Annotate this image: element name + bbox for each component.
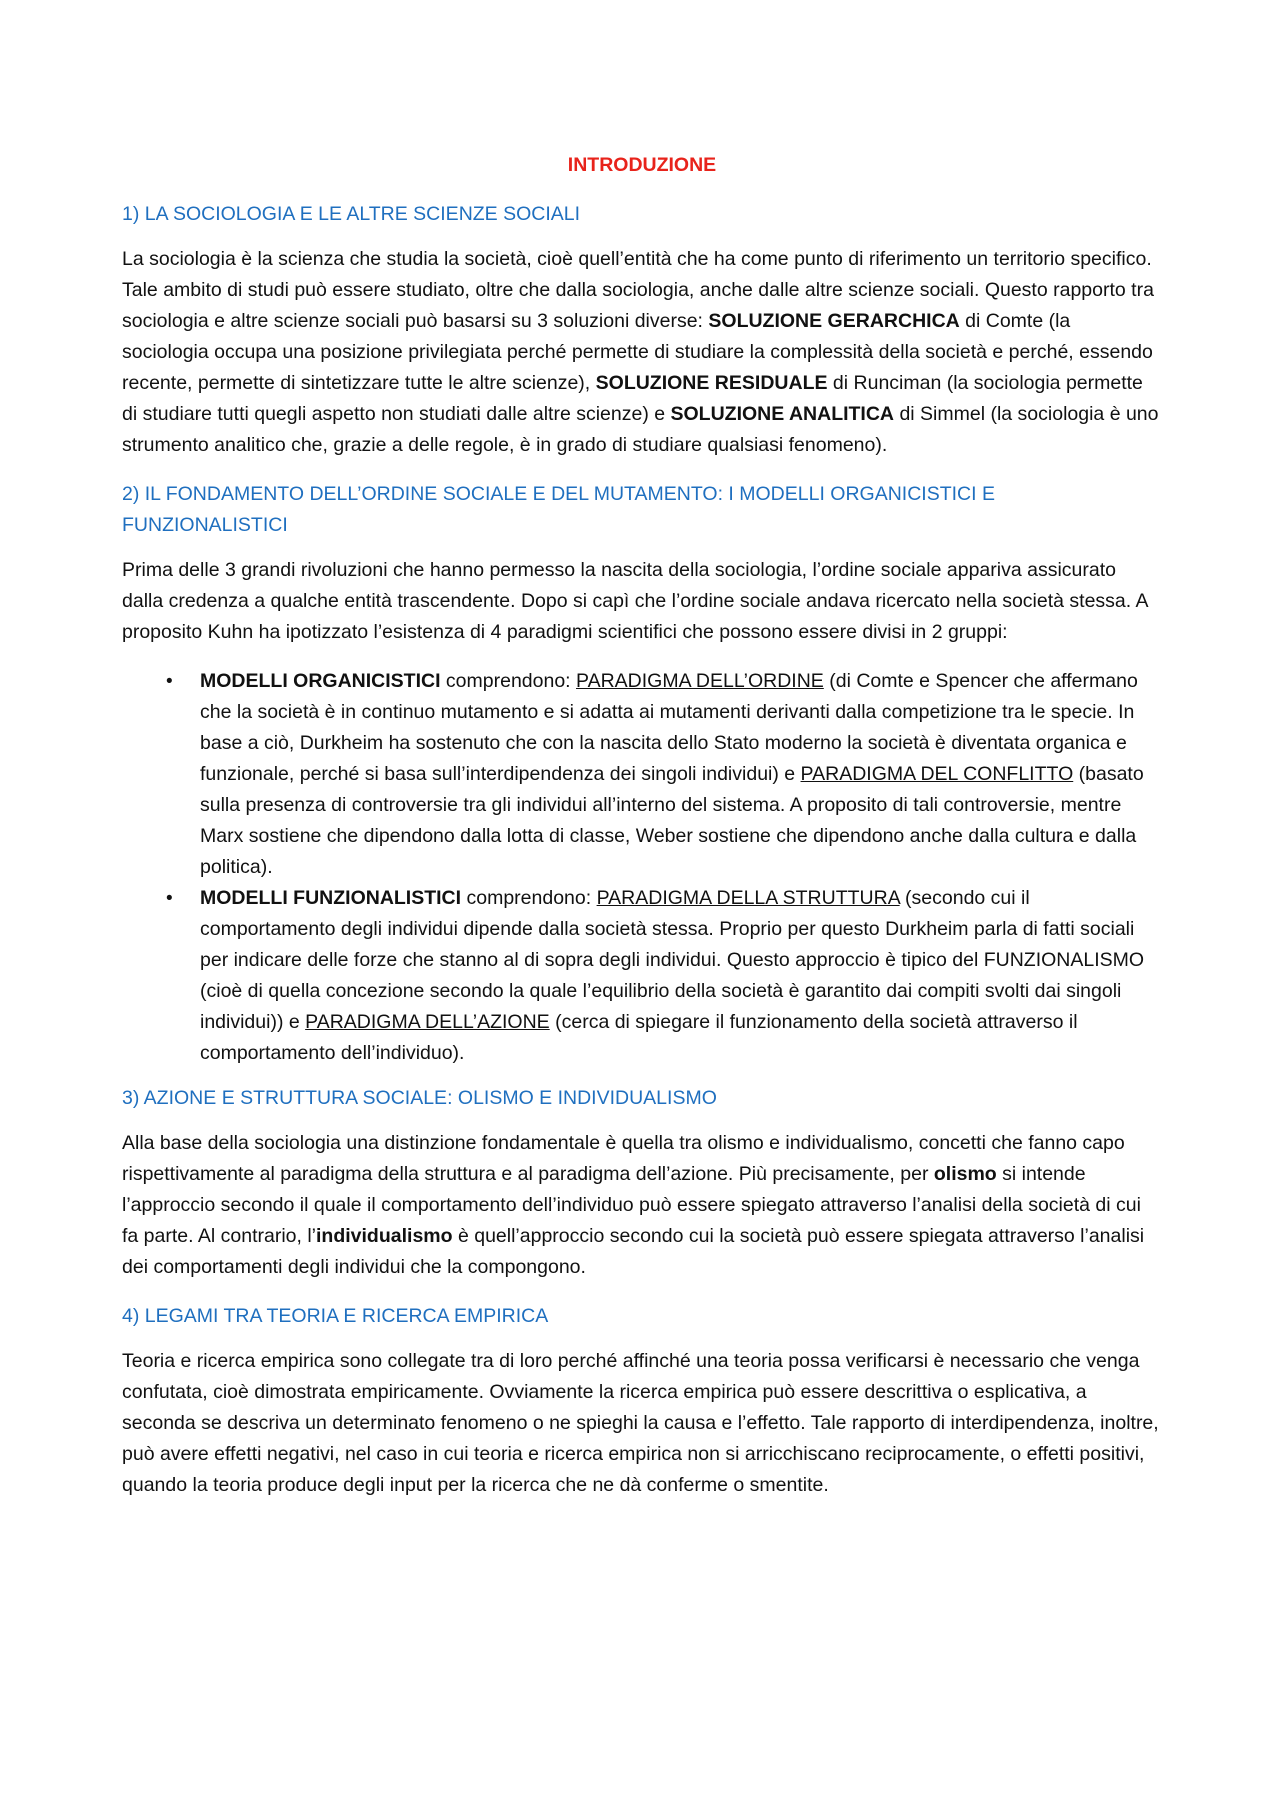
bold-term: olismo (933, 1163, 997, 1185)
underlined-term: PARADIGMA DELL’AZIONE (305, 1011, 550, 1033)
underlined-term: PARADIGMA DELLA STRUTTURA (596, 887, 900, 909)
list-item: • MODELLI FUNZIONALISTICI comprendono: PARADIGMA DELLA STRUTTURA (secondo cui il comportamento degli individui dipende dalla società stessa. Proprio per questo Durkheim parla di fatti sociali per indicare delle forze che stanno al di sopra degli individui. Questo approccio è tipico del FUNZIONALISMO (cioè di quella concezione secondo la quale l’equilibrio della società è garantito dai compiti svolti dai singoli individui)) e PARADIGMA DELL’AZIONE (cerca di spiegare il funzionamento della società attraverso il comportamento dell’individuo). (122, 883, 1162, 1069)
bold-term: MODELLI ORGANICISTICI (200, 670, 441, 692)
list-item: • MODELLI ORGANICISTICI comprendono: PARADIGMA DELL’ORDINE (di Comte e Spencer che affermano che la società è in continuo mutamento e si adatta ai mutamenti derivanti dalla competizione tra le specie. In base a ciò, Durkheim ha sostenuto che con la nascita dello Stato moderno la società è diventata organica e funzionale, perché si basa sull’interdipendenza dei singoli individui) e PARADIGMA DEL CONFLITTO (basato sulla presenza di controversie tra gli individui all’interno del sistema. A proposito di tali controversie, mentre Marx sostiene che dipendono dalla lotta di classe, Weber sostiene che dipendono anche dalla cultura e dalla politica). (122, 666, 1162, 883)
bold-term: MODELLI FUNZIONALISTICI (200, 887, 462, 909)
section-1-heading: 1) LA SOCIOLOGIA E LE ALTRE SCIENZE SOCIALI (122, 203, 581, 225)
section-4-heading: 4) LEGAMI TRA TEORIA E RICERCA EMPIRICA (122, 1305, 549, 1327)
bold-term: SOLUZIONE ANALITICA (670, 403, 895, 425)
page-title: INTRODUZIONE (567, 154, 717, 176)
section-2-heading: 2) IL FONDAMENTO DELL’ORDINE SOCIALE E DEL MUTAMENTO: I MODELLI ORGANICISTICI E FUNZIONALISTICI (122, 483, 995, 536)
bold-term: SOLUZIONE GERARCHICA (708, 310, 960, 332)
underlined-term: PARADIGMA DEL CONFLITTO (800, 763, 1074, 785)
bullet-icon: • (166, 671, 173, 692)
paradigm-list (122, 666, 1162, 1069)
section-2-paragraph: Prima delle 3 grandi rivoluzioni che hanno permesso la nascita della sociologia, l’ordine sociale appariva assicurato dalla credenza a qualche entità trascendente. Dopo si capì che l’ordine sociale andava ricercato nella società stessa. A proposito Kuhn ha ipotizzato l’esistenza di 4 paradigmi scientifici che possono essere divisi in 2 gruppi: (122, 559, 1148, 643)
bold-term: individualismo (316, 1225, 453, 1247)
bold-term: SOLUZIONE RESIDUALE (595, 372, 828, 394)
document-page (122, 150, 1162, 1519)
underlined-term: PARADIGMA DELL’ORDINE (576, 670, 824, 692)
section-1-paragraph: La sociologia è la scienza che studia la società, cioè quell’entità che ha come punto di riferimento un territorio specifico. Tale ambito di studi può essere studiato, oltre che dalla sociologia, anche dalle altre scienze sociali. Questo rapporto tra sociologia e altre scienze sociali può basarsi su 3 soluzioni diverse: SOLUZIONE GERARCHICA di Comte (la sociologia occupa una posizione privilegiata perché permette di studiare la complessità della società e perché, essendo recente, permette di sintetizzare tutte le altre scienze), SOLUZIONE RESIDUALE di Runciman (la sociologia permette di studiare tutti quegli aspetto non studiati dalle altre scienze) e SOLUZIONE ANALITICA di Simmel (la sociologia è uno strumento analitico che, grazie a delle regole, è in grado di studiare qualsiasi fenomeno). (122, 248, 1159, 456)
section-3-heading: 3) AZIONE E STRUTTURA SOCIALE: OLISMO E INDIVIDUALISMO (122, 1087, 717, 1109)
section-4-paragraph: Teoria e ricerca empirica sono collegate tra di loro perché affinché una teoria possa verificarsi è necessario che venga confutata, cioè dimostrata empiricamente. Ovviamente la ricerca empirica può essere descrittiva o esplicativa, a seconda se descriva un determinato fenomeno o ne spieghi la causa e l’effetto. Tale rapporto di interdipendenza, inoltre, può avere effetti negativi, nel caso in cui teoria e ricerca empirica non si arricchiscano reciprocamente, o effetti positivi, quando la teoria produce degli input per la ricerca che ne dà conferme o smentite. (122, 1350, 1159, 1496)
bullet-icon: • (166, 888, 173, 909)
section-3-paragraph: Alla base della sociologia una distinzione fondamentale è quella tra olismo e individualismo, concetti che fanno capo rispettivamente al paradigma della struttura e al paradigma dell’azione. Più precisamente, per olismo si intende l’approccio secondo il quale il comportamento dell’individuo può essere spiegato attraverso l’analisi della società di cui fa parte. Al contrario, l’individualismo è quell’approccio secondo cui la società può essere spiegata attraverso l’analisi dei comportamenti degli individui che la compongono. (122, 1132, 1145, 1278)
